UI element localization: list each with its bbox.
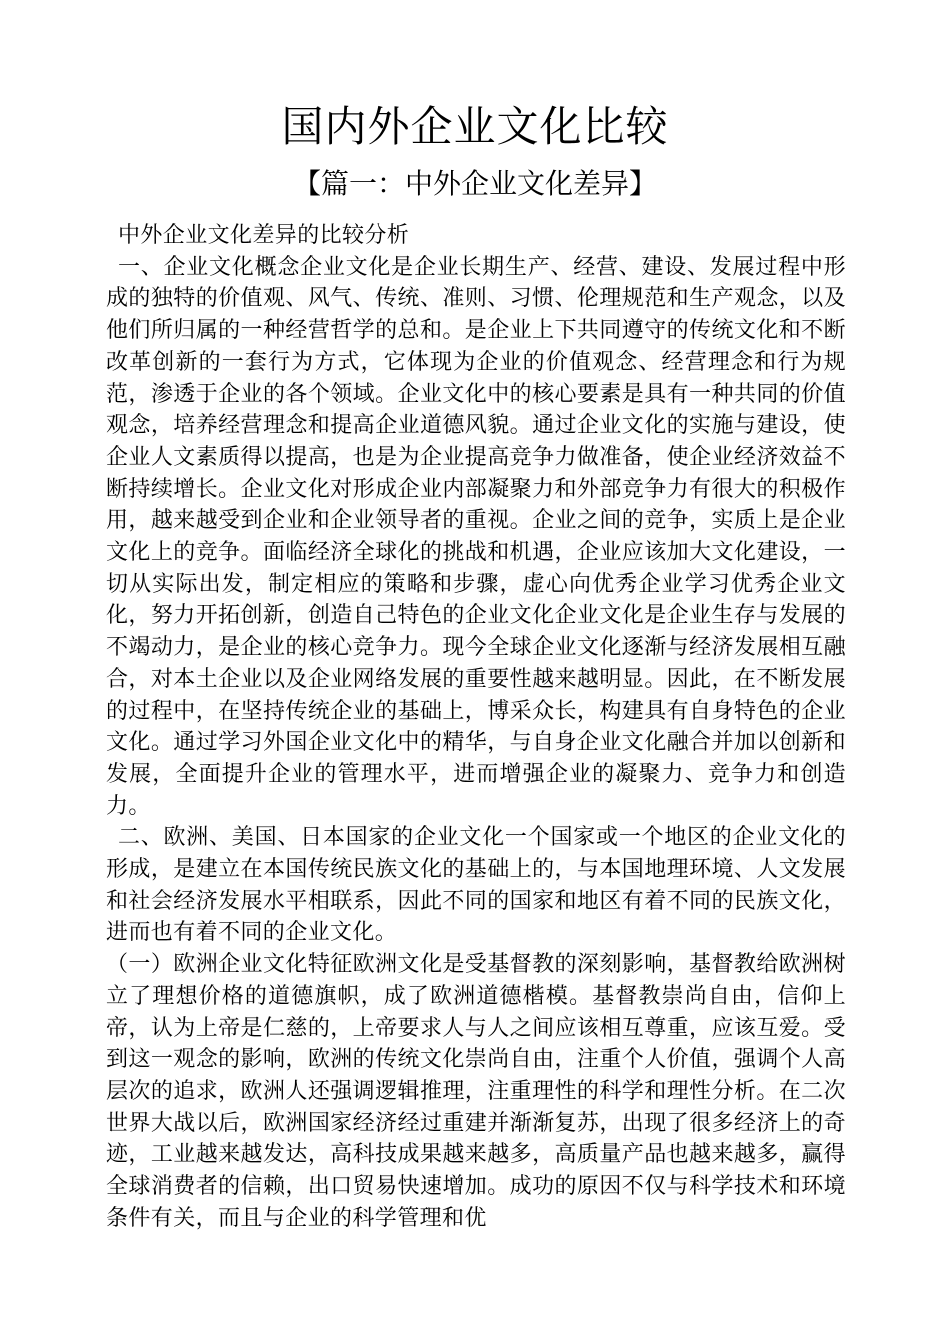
paragraph-section-1: 一、企业文化概念企业文化是企业长期生产、经营、建设、发展过程中形成的独特的价值观、风气、传统、准则、习惯、伦理规范和生产观念，以及他们所归属的一种经营哲学的总和。是企业上下共同遵守的传统文化和不断改革创新的一套行为方式，它体现为企业的价值观念、经营理念和行为规范，渗透于企业的各个领域。企业文化中的核心要素是具有一种共同的价值观念，培养经营理念和提高企业道德风貌。通过企业文化的实施与建设，使企业人文素质得以提高，也是为企业提高竞争力做准备，使企业经济效益不断持续增长。企业文化对形成企业内部凝聚力和外部竞争力有很大的积极作用，越来越受到企业和企业领导者的重视。企业之间的竞争，实质上是企业文化上的竞争。面临经济全球化的挑战和机遇，企业应该加大文化建设，一切从实际出发，制定相应的策略和步骤，虚心向优秀企业学习优秀企业文化，努力开拓创新，创造自己特色的企业文化企业文化是企业生存与发展的不竭动力，是企业的核心竞争力。现今全球企业文化逐渐与经济发展相互融合，对本土企业以及企业网络发展的重要性越来越明显。因此，在不断发展的过程中，在坚持传统企业的基础上，博采众长，构建具有自身特色的企业文化。通过学习外国企业文化中的精华，与自身企业文化融合并加以创新和发展，全面提升企业的管理水平，进而增强企业的凝聚力、竞争力和创造力。: [106, 254, 846, 819]
section-heading: 【篇一：中外企业文化差异】: [292, 167, 657, 200]
body-text: [106, 220, 846, 1235]
paragraph-section-2: 二、欧洲、美国、日本国家的企业文化一个国家或一个地区的企业文化的形成，是建立在本国传统民族文化的基础上的，与本国地理环境、人文发展和社会经济发展水平相联系，因此不同的国家和地区有着不同的民族文化，进而也有着不同的企业文化。: [106, 825, 846, 946]
paragraph-section-2-1: （一）欧洲企业文化特征欧洲文化是受基督教的深刻影响，基督教给欧洲树立了理想价格的道德旗帜，成了欧洲道德楷模。基督教崇尚自由，信仰上帝，认为上帝是仁慈的，上帝要求人与人之间应该相互尊重，应该互爱。受到这一观念的影响，欧洲的传统文化崇尚自由，注重个人价值，强调个人高层次的追求，欧洲人还强调逻辑推理，注重理性的科学和理性分析。在二次世界大战以后，欧洲国家经济经过重建并渐渐复苏，出现了很多经济上的奇迹，工业越来越发达，高科技成果越来越多，高质量产品也越来越多，赢得全球消费者的信赖，出口贸易快速增加。成功的原因不仅与科学技术和环境条件有关，而且与企业的科学管理和优: [106, 952, 846, 1231]
paragraph-intro-heading: 中外企业文化差异的比较分析: [118, 223, 410, 248]
page-title: 国内外企业文化比较: [281, 102, 669, 151]
